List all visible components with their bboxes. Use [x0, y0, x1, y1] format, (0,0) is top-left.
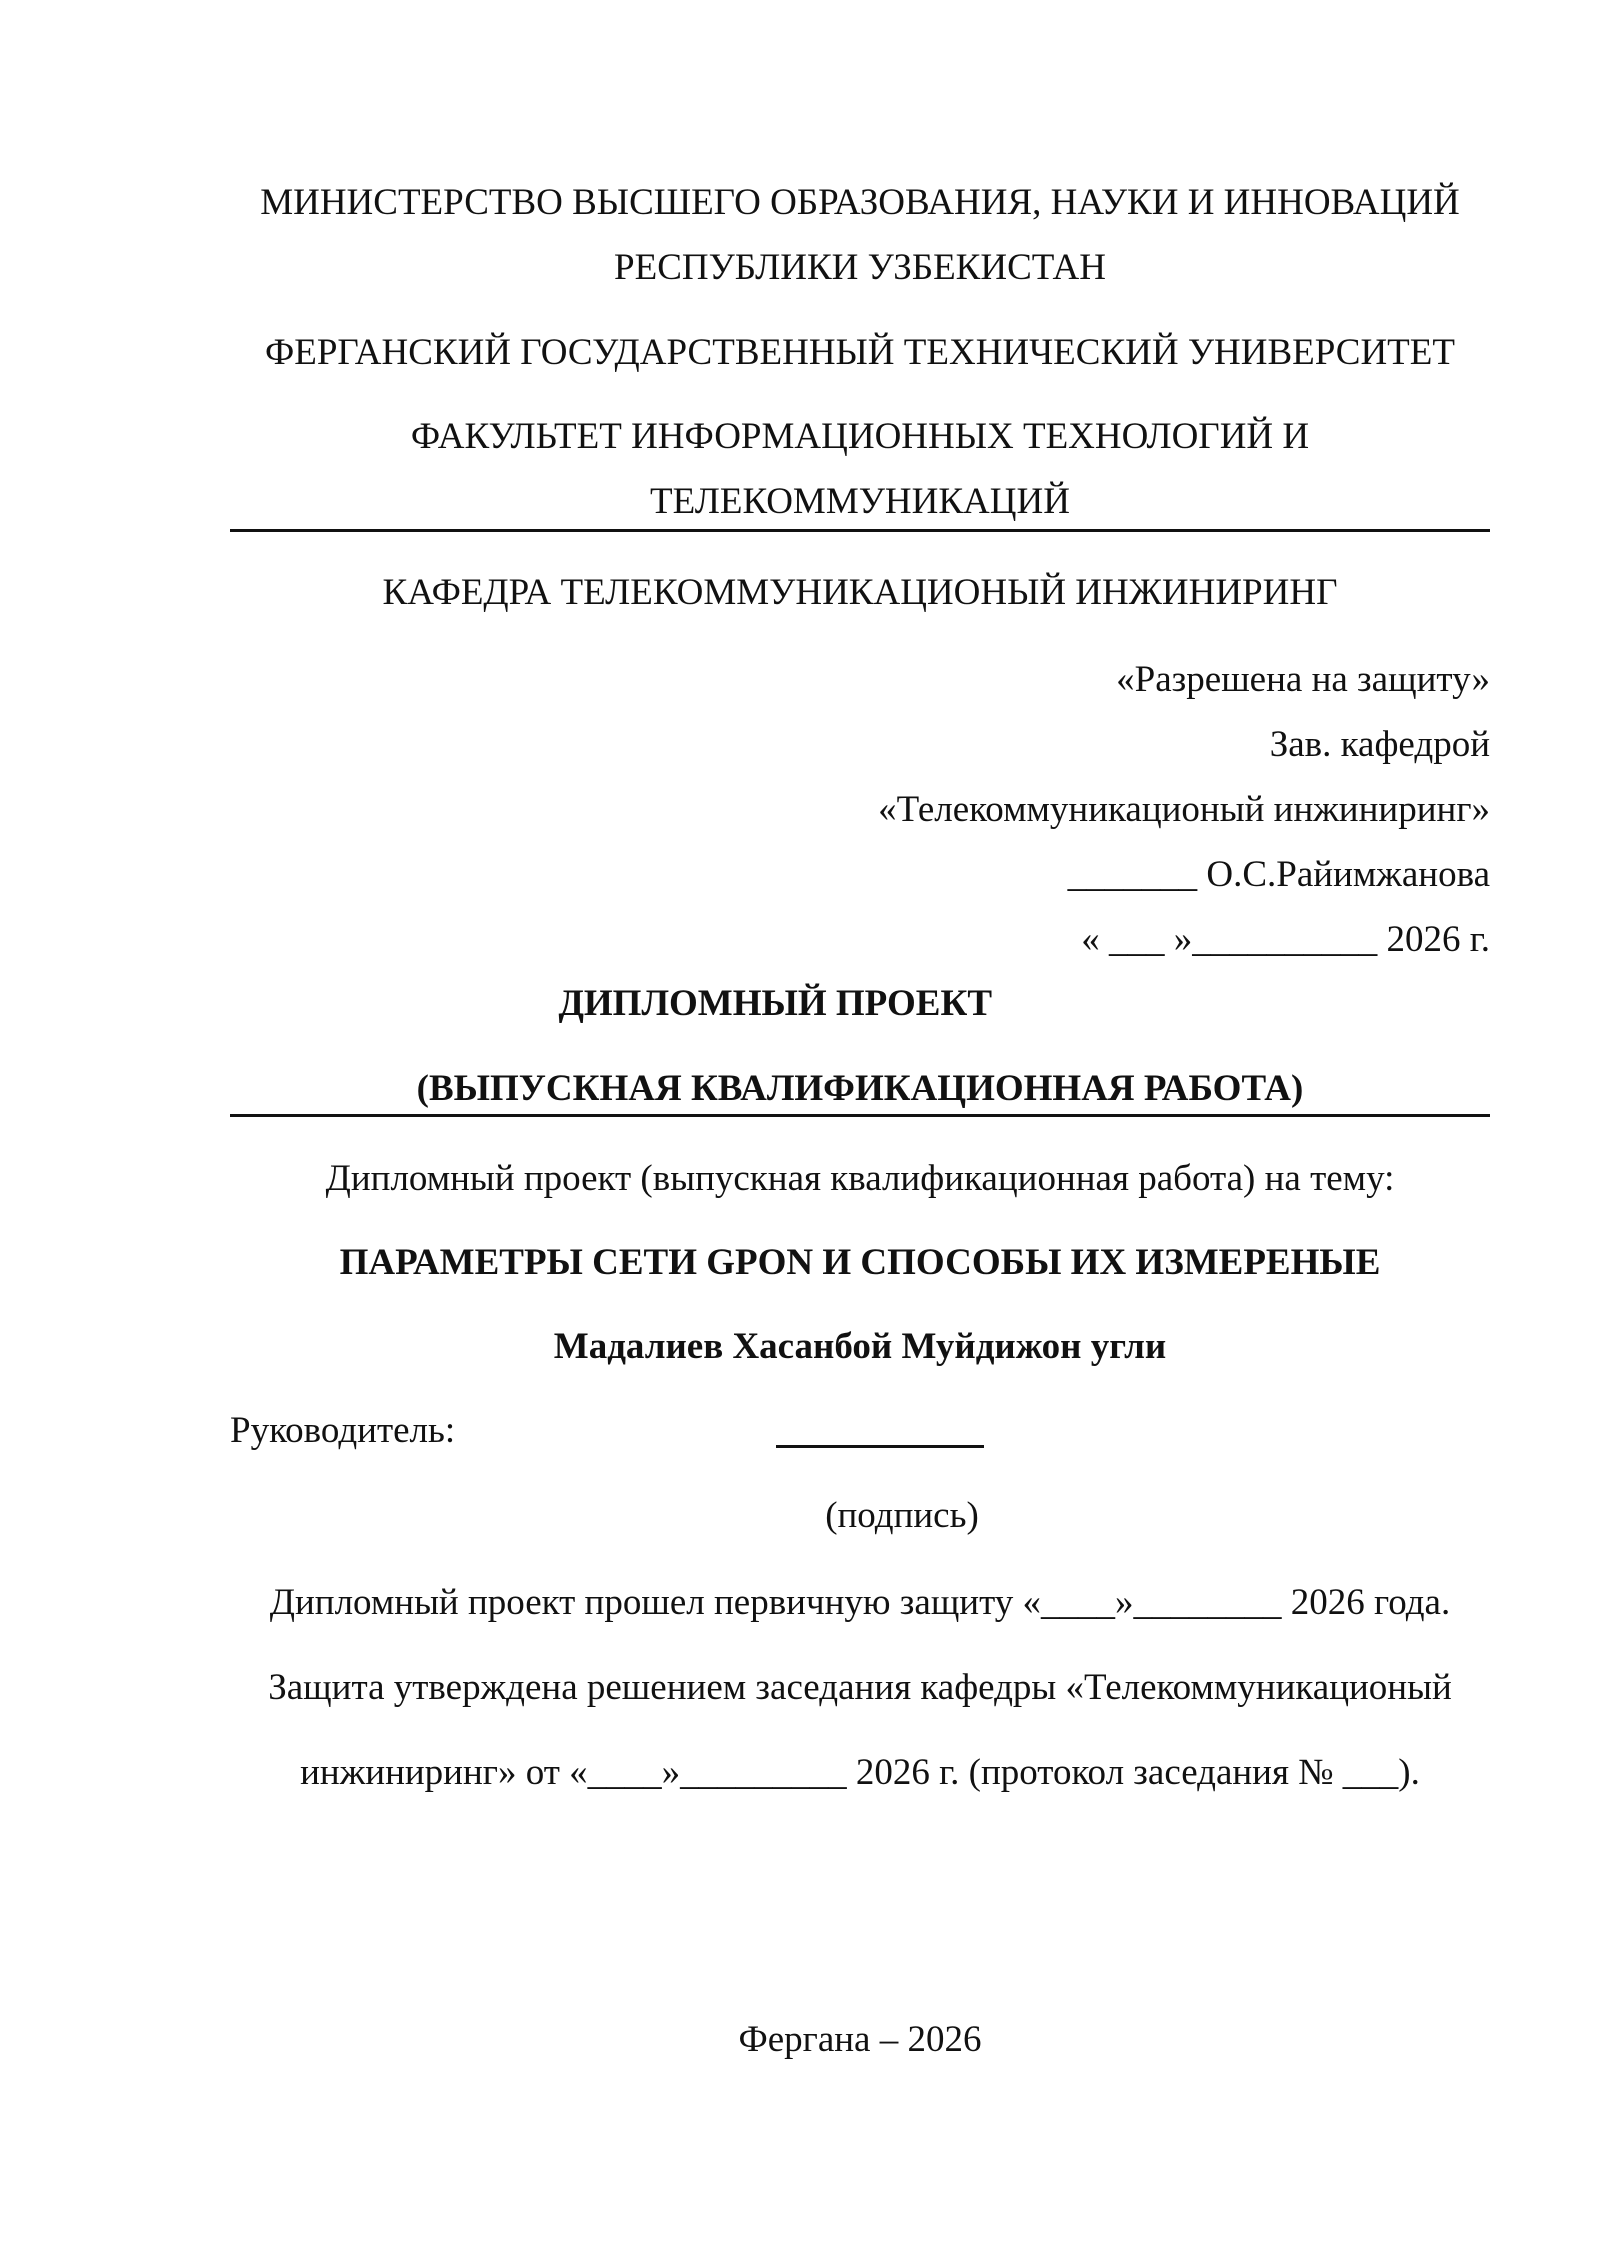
- project-topic: ПАРАМЕТРЫ СЕТИ GPON И СПОСОБЫ ИХ ИЗМЕРЕНЫЕ: [339, 1242, 1381, 1283]
- supervisor-label: Руководитель:: [230, 1410, 456, 1451]
- title-divider: [230, 1114, 1490, 1117]
- ministry-line-2: РЕСПУБЛИКИ УЗБЕКИСТАН: [614, 247, 1106, 288]
- faculty-line-1: ФАКУЛЬТЕТ ИНФОРМАЦИОННЫХ ТЕХНОЛОГИЙ И: [410, 416, 1310, 457]
- supervisor-signature-line: [776, 1445, 984, 1448]
- defense-line-1: Дипломный проект прошел первичную защиту «____»________ 2026 года.: [269, 1582, 1451, 1623]
- author-name: Мадалиев Хасанбой Муйдижон угли: [553, 1326, 1167, 1367]
- defense-line-3: инжиниринг» от «____»_________ 2026 г. (протокол заседания № ___).: [300, 1752, 1420, 1793]
- topic-intro: Дипломный проект (выпускная квалификационная работа) на тему:: [325, 1158, 1395, 1199]
- project-title-line-1: ДИПЛОМНЫЙ ПРОЕКТ: [558, 983, 992, 1024]
- approval-line-2: Зав. кафедрой: [1269, 724, 1490, 765]
- faculty-line-2: ТЕЛЕКОММУНИКАЦИЙ: [650, 481, 1070, 522]
- defense-line-2: Защита утверждена решением заседания кафедры «Телекоммуникационый: [268, 1667, 1452, 1708]
- ministry-line-1: МИНИСТЕРСТВО ВЫСШЕГО ОБРАЗОВАНИЯ, НАУКИ И ИННОВАЦИЙ: [260, 182, 1460, 223]
- header-divider: [230, 529, 1490, 532]
- signature-caption: (подпись): [825, 1495, 979, 1536]
- university-name: ФЕРГАНСКИЙ ГОСУДАРСТВЕННЫЙ ТЕХНИЧЕСКИЙ УНИВЕРСИТЕТ: [265, 332, 1455, 373]
- city-year: Фергана – 2026: [738, 2019, 982, 2060]
- project-title-line-2: (ВЫПУСКНАЯ КВАЛИФИКАЦИОННАЯ РАБОТА): [416, 1068, 1304, 1109]
- approval-line-5: « ___ »__________ 2026 г.: [1081, 919, 1490, 960]
- department-name: КАФЕДРА ТЕЛЕКОММУНИКАЦИОНЫЙ ИНЖИНИРИНГ: [382, 572, 1338, 613]
- approval-line-1: «Разрешена на защиту»: [1116, 659, 1490, 700]
- approval-line-4: _______ О.С.Райимжанова: [1067, 854, 1490, 895]
- approval-line-3: «Телекоммуникационый инжиниринг»: [878, 789, 1490, 830]
